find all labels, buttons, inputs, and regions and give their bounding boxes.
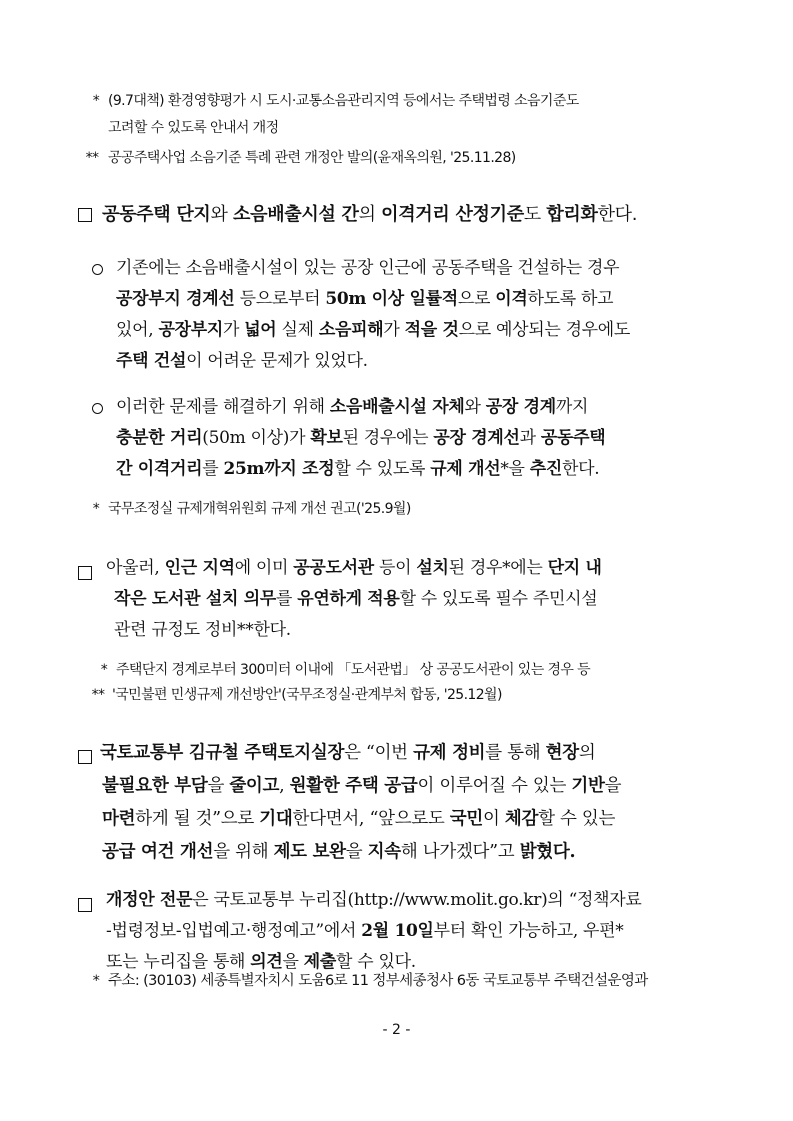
emphasis-text: 공장 경계선 [433, 428, 520, 448]
footnote-text: 공공주택사업 소음기준 특례 관련 개정안 발의(윤재옥의원, '25.11.28) [108, 150, 516, 166]
footnote-marker: * [100, 662, 108, 678]
emphasis-text: 충분한 거리 [116, 428, 203, 448]
body-text: 을 위해 [213, 842, 274, 862]
circle-bullet [92, 264, 103, 275]
body-text: 이 이루어질 수 있는 [417, 776, 572, 796]
footnote-marker: ** [91, 687, 105, 703]
body-text: 의 [578, 743, 596, 763]
emphasis-text: 넓어 [244, 320, 277, 340]
body-text: 할 수 있도록 필수 주민시설 [399, 589, 598, 609]
body-text: 할 수 있다. [336, 952, 416, 972]
rich-line [106, 885, 722, 916]
rich-line [100, 836, 720, 869]
body-text: 실제 [276, 320, 319, 340]
body-text: 와 [464, 397, 486, 417]
circle-bullet [92, 403, 103, 414]
emphasis-text: 제출 [303, 952, 337, 972]
body-text: 또는 누리집을 통해 [106, 952, 251, 972]
rich-line [116, 423, 716, 454]
section-square-bullet [78, 898, 92, 912]
emphasis-text: 이격 [495, 289, 528, 309]
body-text: 하게 될 것”으로 [135, 809, 260, 829]
emphasis-text: 설치 [416, 558, 449, 578]
body-text: 등으로부터 [234, 289, 326, 309]
body-text: 아울러, [106, 558, 165, 578]
footnote-text: 국무조정실 규제개혁위원회 규제 개선 권고('25.9월) [108, 501, 411, 517]
emphasis-text: 25m까지 조정 [223, 459, 335, 479]
emphasis-text: 합리화 [546, 204, 598, 225]
emphasis-text: 단지 내 [547, 558, 602, 578]
emphasis-text: 국토교통부 김규철 주택토지실장 [100, 743, 345, 763]
emphasis-text: 현장 [545, 743, 579, 763]
emphasis-text: 소음피해 [318, 320, 384, 340]
body-text: (50m 이상)가 [202, 428, 311, 448]
body-text: 의 [358, 204, 382, 225]
paragraph-solution [116, 392, 716, 485]
body-text: 해 나가겠다”고 [400, 842, 520, 862]
body-text: 은 국토교통부 누리집(http://www.molit.go.kr)의 “정책자료 [192, 890, 642, 910]
body-text: *을 [500, 459, 530, 479]
body-text: 부터 확인 가능하고, 우편* [433, 921, 624, 941]
rich-line [116, 454, 716, 485]
body-text: 한다. [562, 459, 600, 479]
emphasis-text: 기대 [259, 809, 293, 829]
emphasis-text: 제도 보완 [273, 842, 346, 862]
body-text: 을 [282, 952, 304, 972]
footnote-continuation [108, 115, 279, 141]
section-heading-setback [102, 199, 637, 230]
body-text: -법령정보-입법예고·행정예고”에서 [106, 921, 362, 941]
body-text: 은 “이번 [344, 743, 414, 763]
emphasis-text: 소음배출시설 간 [233, 204, 359, 225]
footnote-marker: * [92, 93, 100, 109]
footnote-address [88, 968, 648, 994]
rich-line [106, 916, 722, 947]
rich-line [116, 392, 716, 423]
footnote-text: 고려할 수 있도록 안내서 개정 [108, 120, 279, 136]
body-text: 된 경우*에는 [448, 558, 548, 578]
body-text: 관련 규정도 정비**한다. [114, 620, 291, 640]
body-text: 을 [345, 842, 368, 862]
paragraph-library [106, 553, 722, 646]
body-text: 가 [222, 320, 245, 340]
body-text: 과 [519, 428, 541, 448]
emphasis-text: 작은 도서관 설치 의무 [114, 589, 276, 609]
paragraph-amendment-access [106, 885, 722, 978]
rich-line [116, 346, 716, 377]
footnote [88, 88, 579, 114]
rich-line [116, 284, 716, 315]
emphasis-text: 인근 지역 [164, 558, 235, 578]
emphasis-text: 불필요한 부담 [102, 776, 208, 796]
emphasis-text: 소음배출시설 자체 [329, 397, 465, 417]
emphasis-text: 밝혔다. [519, 842, 576, 862]
emphasis-text: 줄이고 [229, 776, 280, 796]
emphasis-text: 공공도서관 [293, 558, 374, 578]
body-text: 한다면서, “앞으로도 [292, 809, 450, 829]
body-text: 한다. [597, 204, 638, 225]
paragraph-existing-rule [116, 253, 716, 377]
footnote [82, 145, 516, 171]
emphasis-text: 확보 [310, 428, 343, 448]
rich-line [106, 584, 722, 615]
body-text: 있어, [116, 320, 159, 340]
paragraph-minister-quote [100, 737, 720, 869]
emphasis-text: 규제 개선 [430, 459, 501, 479]
emphasis-text: 간 이격거리 [116, 459, 203, 479]
rich-line [100, 803, 720, 836]
emphasis-text: 체감 [504, 809, 539, 829]
emphasis-text: 마련 [102, 809, 136, 829]
footnote-marker: * [92, 501, 100, 517]
body-text: 기존에는 소음배출시설이 있는 공장 인근에 공동주택을 건설하는 경우 [116, 258, 620, 278]
footnote-text: '국민불편 민생규제 개선방안'(국무조정실·관계부처 합동, '25.12월) [112, 687, 502, 703]
emphasis-text: 지속 [367, 842, 401, 862]
emphasis-text: 개정안 전문 [106, 890, 193, 910]
section-square-bullet [78, 750, 92, 764]
emphasis-text: 공동주택 [540, 428, 606, 448]
footnote [96, 657, 590, 683]
footnote-text: 주택단지 경계로부터 300미터 이내에 「도서관법」 상 공공도서관이 있는 경우 등 [116, 662, 591, 678]
body-text: 를 [202, 459, 224, 479]
emphasis-text: 2월 10일 [361, 921, 434, 941]
rich-line [102, 199, 637, 230]
emphasis-text: 공급 여건 개선 [102, 842, 214, 862]
section-square-bullet [78, 208, 92, 222]
emphasis-text: 기반 [571, 776, 605, 796]
body-text: 까지 [555, 397, 589, 417]
footnote [88, 682, 502, 708]
body-text: 가 [383, 320, 405, 340]
rich-line [116, 253, 716, 284]
footnote-marker: * [92, 973, 100, 989]
rich-line [100, 737, 720, 770]
body-text: 된 경우에는 [342, 428, 434, 448]
body-text: 도 [523, 204, 547, 225]
body-text: 를 [275, 589, 298, 609]
body-text: , [279, 776, 290, 796]
rich-line [100, 770, 720, 803]
footnote-text: (9.7대책) 환경영향평가 시 도시·교통소음관리지역 등에서는 주택법령 소음기준도 [108, 93, 579, 109]
emphasis-text: 공동주택 단지 [102, 204, 211, 225]
emphasis-text: 주택 건설 [116, 351, 187, 371]
body-text: 할 수 있도록 [334, 459, 431, 479]
emphasis-text: 공장부지 [158, 320, 223, 340]
body-text: 으로 [457, 289, 496, 309]
emphasis-text: 추진 [529, 459, 563, 479]
emphasis-text: 50m 이상 일률적 [325, 289, 458, 309]
footnote-text: 주소: (30103) 세종특별자치시 도움6로 11 정부세종청사 6동 국토교통부 주택건설운영과 [108, 973, 648, 989]
emphasis-text: 의견 [250, 952, 283, 972]
body-text: 하도록 하고 [527, 289, 614, 309]
rich-line [106, 615, 722, 646]
page-number: - 2 - [382, 1022, 411, 1038]
emphasis-text: 국민 [449, 809, 484, 829]
emphasis-text: 공장부지 경계선 [116, 289, 235, 309]
body-text: 에 이미 [234, 558, 294, 578]
body-text: 을 [604, 776, 622, 796]
body-text: 이 어려운 문제가 있었다. [186, 351, 368, 371]
emphasis-text: 이격거리 산정기준 [381, 204, 524, 225]
body-text: 를 통해 [485, 743, 546, 763]
emphasis-text: 적을 것 [404, 320, 459, 340]
footnote-marker: ** [85, 150, 99, 166]
body-text: 이 [483, 809, 505, 829]
body-text: 등이 [373, 558, 417, 578]
footnote [88, 496, 411, 522]
emphasis-text: 원활한 주택 공급 [289, 776, 418, 796]
emphasis-text: 공장 경계 [485, 397, 556, 417]
section-square-bullet [78, 566, 92, 580]
emphasis-text: 규제 정비 [413, 743, 486, 763]
body-text: 와 [210, 204, 234, 225]
body-text: 이러한 문제를 해결하기 위해 [116, 397, 330, 417]
body-text: 할 수 있는 [538, 809, 616, 829]
rich-line [116, 315, 716, 346]
body-text: 으로 예상되는 경우에도 [458, 320, 631, 340]
body-text: 을 [207, 776, 230, 796]
rich-line [106, 553, 722, 584]
emphasis-text: 유연하게 적용 [297, 589, 400, 609]
